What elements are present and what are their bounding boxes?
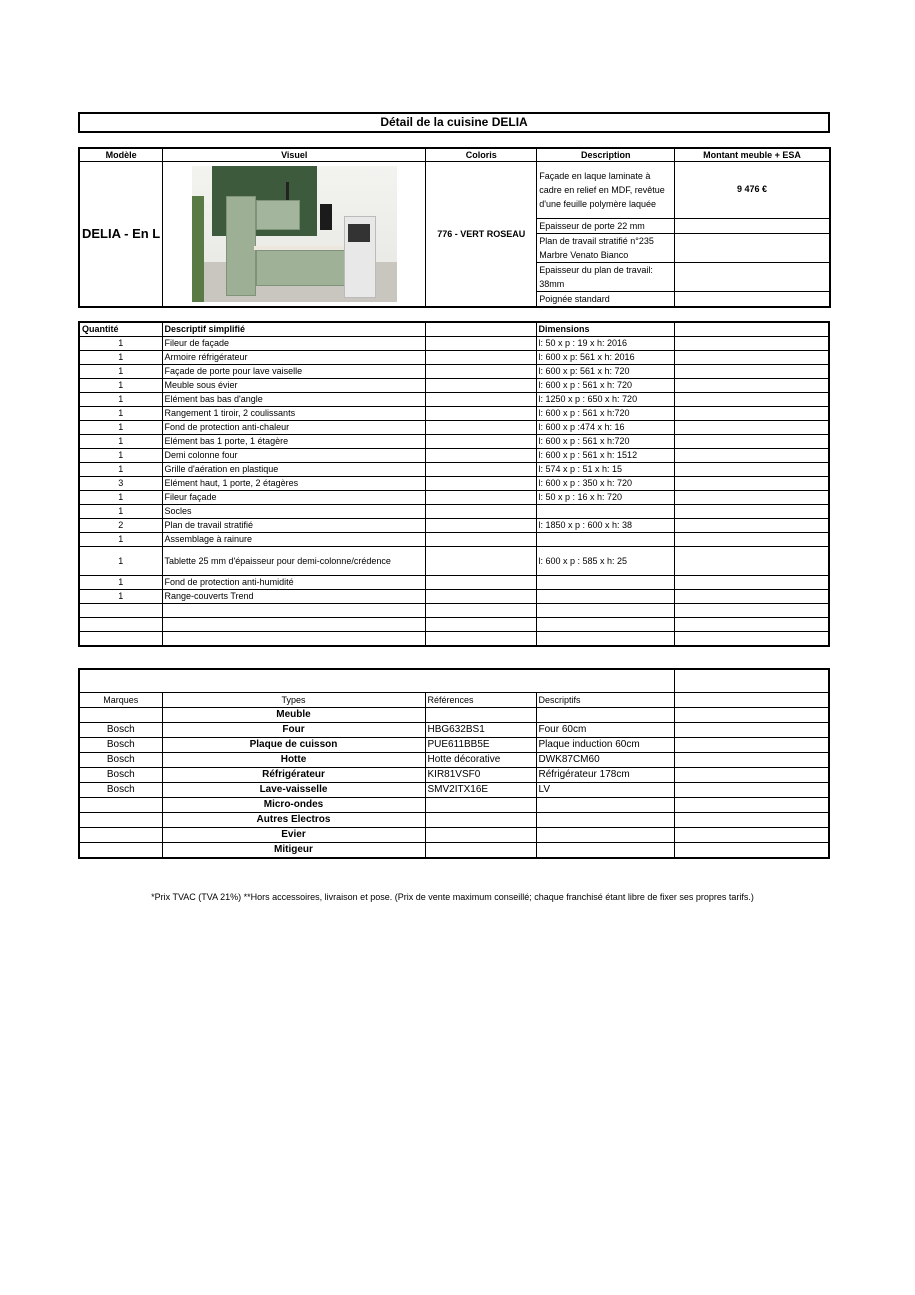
appliance-type: Lave-vaisselle	[162, 783, 425, 798]
appliance-type: Micro-ondes	[162, 798, 425, 813]
header-coloris: Coloris	[426, 148, 537, 162]
item-dim: l: 600 x p : 561 x h:720	[536, 435, 674, 449]
appliance-type: Réfrigérateur	[162, 768, 425, 783]
item-qty: 1	[79, 491, 162, 505]
table-row	[79, 379, 829, 393]
item-dim: l: 50 x p : 19 x h: 2016	[536, 337, 674, 351]
item-dim: l: 600 x p : 350 x h: 720	[536, 477, 674, 491]
item-desc: Rangement 1 tiroir, 2 coulissants	[162, 407, 425, 421]
item-qty: 2	[79, 519, 162, 533]
appliance-ref: SMV2ITX16E	[425, 783, 536, 798]
table-row	[79, 491, 829, 505]
header-modele: Modèle	[79, 148, 163, 162]
model-name: DELIA - En L	[79, 162, 163, 308]
table-row	[79, 590, 829, 604]
item-desc: Façade de porte pour lave vaiselle	[162, 365, 425, 379]
item-dim: l: 600 x p : 561 x h:720	[536, 407, 674, 421]
item-desc: Meuble sous évier	[162, 379, 425, 393]
item-qty: 1	[79, 590, 162, 604]
table-row	[79, 435, 829, 449]
appliance-type: Plaque de cuisson	[162, 738, 425, 753]
table-row	[79, 393, 829, 407]
appliance-type: Hotte	[162, 753, 425, 768]
description-door: Epaisseur de porte 22 mm	[537, 219, 675, 234]
table-row	[79, 547, 829, 576]
item-qty: 1	[79, 337, 162, 351]
appliance-desc	[536, 843, 674, 859]
table-row	[79, 576, 829, 590]
appliance-desc: LV	[536, 783, 674, 798]
table-row	[79, 505, 829, 519]
item-desc: Elément haut, 1 porte, 2 étagères	[162, 477, 425, 491]
items-table	[78, 321, 830, 647]
appliance-ref	[425, 708, 536, 723]
table-row	[79, 723, 829, 738]
appliance-ref	[425, 813, 536, 828]
item-desc: Fond de protection anti-humidité	[162, 576, 425, 590]
description-worktop-thickness: Epaisseur du plan de travail: 38mm	[537, 263, 675, 292]
item-dim	[536, 505, 674, 519]
item-qty: 3	[79, 477, 162, 491]
item-qty: 1	[79, 547, 162, 576]
appliance-ref	[425, 828, 536, 843]
item-desc: Plan de travail stratifié	[162, 519, 425, 533]
appliance-brand: Bosch	[79, 783, 162, 798]
item-dim	[536, 576, 674, 590]
header-description: Description	[537, 148, 675, 162]
item-qty: 1	[79, 576, 162, 590]
item-qty: 1	[79, 533, 162, 547]
table-row	[79, 753, 829, 768]
appliance-type: Evier	[162, 828, 425, 843]
item-dim	[536, 533, 674, 547]
appliance-brand: Bosch	[79, 723, 162, 738]
appliance-ref: HBG632BS1	[425, 723, 536, 738]
table-row	[79, 843, 829, 859]
table-row	[79, 463, 829, 477]
color-name: 776 - VERT ROSEAU	[426, 162, 537, 308]
table-row	[79, 519, 829, 533]
page-title: Détail de la cuisine DELIA	[78, 112, 830, 133]
item-dim: l: 600 x p: 561 x h: 720	[536, 365, 674, 379]
empty-row	[79, 604, 829, 618]
description-facade: Façade en laque laminate à cadre en relief en MDF, revêtue d'une feuille polymère laquée	[537, 162, 675, 219]
appliance-brand: Bosch	[79, 768, 162, 783]
item-dim: l: 600 x p :474 x h: 16	[536, 421, 674, 435]
table-row	[79, 783, 829, 798]
appliance-ref: KIR81VSF0	[425, 768, 536, 783]
footnote: *Prix TVAC (TVA 21%) **Hors accessoires, livraison et pose. (Prix de vente maximum conseillé; chaque franchisé étant libre de fixer ses propres tarifs.)	[151, 892, 754, 902]
appliance-type: Four	[162, 723, 425, 738]
appliance-desc: DWK87CM60	[536, 753, 674, 768]
item-desc: Assemblage à rainure	[162, 533, 425, 547]
appliance-brand	[79, 813, 162, 828]
item-qty: 1	[79, 407, 162, 421]
item-desc: Elément bas 1 porte, 1 étagère	[162, 435, 425, 449]
header-types: Types	[162, 693, 425, 708]
item-dim: l: 600 x p: 561 x h: 2016	[536, 351, 674, 365]
item-qty: 1	[79, 435, 162, 449]
item-qty: 1	[79, 463, 162, 477]
table-row	[79, 421, 829, 435]
appliance-brand	[79, 828, 162, 843]
header-descriptifs: Descriptifs	[536, 693, 674, 708]
table-row	[79, 828, 829, 843]
header-references: Références	[425, 693, 536, 708]
appliance-brand: Bosch	[79, 753, 162, 768]
item-dim	[536, 590, 674, 604]
appliance-brand	[79, 798, 162, 813]
table-row	[79, 407, 829, 421]
empty-row	[79, 618, 829, 632]
appliance-brand	[79, 843, 162, 859]
table-row	[79, 351, 829, 365]
item-qty: 1	[79, 421, 162, 435]
table-row	[79, 477, 829, 491]
item-qty: 1	[79, 505, 162, 519]
table-row	[79, 449, 829, 463]
table-row	[79, 337, 829, 351]
description-worktop: Plan de travail stratifié n°235 Marbre Venato Bianco	[537, 234, 675, 263]
appliances-table	[78, 668, 830, 859]
item-desc: Fileur façade	[162, 491, 425, 505]
appliance-type: Meuble	[162, 708, 425, 723]
appliance-desc	[536, 828, 674, 843]
item-desc: Fond de protection anti-chaleur	[162, 421, 425, 435]
appliance-desc: Réfrigérateur 178cm	[536, 768, 674, 783]
appliance-ref: Hotte décorative	[425, 753, 536, 768]
item-desc: Tablette 25 mm d'épaisseur pour demi-colonne/crédence	[162, 547, 425, 576]
item-dim: l: 600 x p : 561 x h: 1512	[536, 449, 674, 463]
appliance-desc	[536, 798, 674, 813]
appliance-ref	[425, 843, 536, 859]
table-row	[79, 738, 829, 753]
table-row	[79, 798, 829, 813]
item-qty: 1	[79, 379, 162, 393]
item-desc: Fileur de façade	[162, 337, 425, 351]
kitchen-image	[192, 166, 397, 302]
item-desc: Armoire réfrigérateur	[162, 351, 425, 365]
kitchen-visual	[163, 162, 426, 308]
appliance-ref	[425, 798, 536, 813]
item-dim: l: 574 x p : 51 x h: 15	[536, 463, 674, 477]
item-qty: 1	[79, 393, 162, 407]
item-dim: l: 50 x p : 16 x h: 720	[536, 491, 674, 505]
header-montant: Montant meuble + ESA	[675, 148, 830, 162]
item-desc: Demi colonne four	[162, 449, 425, 463]
item-dim: l: 600 x p : 585 x h: 25	[536, 547, 674, 576]
appliance-brand	[79, 708, 162, 723]
item-dim: l: 1850 x p : 600 x h: 38	[536, 519, 674, 533]
header-visuel: Visuel	[163, 148, 426, 162]
header-dimensions: Dimensions	[536, 322, 674, 337]
item-qty: 1	[79, 365, 162, 379]
appliance-desc	[536, 813, 674, 828]
appliance-brand: Bosch	[79, 738, 162, 753]
appliance-desc	[536, 708, 674, 723]
appliance-desc: Plaque induction 60cm	[536, 738, 674, 753]
table-row	[79, 365, 829, 379]
description-handle: Poignée standard	[537, 292, 675, 308]
appliance-ref: PUE611BB5E	[425, 738, 536, 753]
appliance-type: Mitigeur	[162, 843, 425, 859]
model-table	[78, 147, 831, 308]
header-descriptif: Descriptif simplifié	[162, 322, 425, 337]
price-value: 9 476 €	[675, 162, 830, 219]
item-dim: l: 600 x p : 561 x h: 720	[536, 379, 674, 393]
item-dim: l: 1250 x p : 650 x h: 720	[536, 393, 674, 407]
item-desc: Range-couverts Trend	[162, 590, 425, 604]
appliance-type: Autres Electros	[162, 813, 425, 828]
table-row	[79, 708, 829, 723]
table-row	[79, 768, 829, 783]
table-row	[79, 813, 829, 828]
item-qty: 1	[79, 449, 162, 463]
header-marques: Marques	[79, 693, 162, 708]
appliance-desc: Four 60cm	[536, 723, 674, 738]
item-desc: Grille d'aération en plastique	[162, 463, 425, 477]
item-qty: 1	[79, 351, 162, 365]
item-desc: Elément bas bas d'angle	[162, 393, 425, 407]
empty-row	[79, 632, 829, 647]
header-quantite: Quantité	[79, 322, 162, 337]
item-desc: Socles	[162, 505, 425, 519]
table-row	[79, 533, 829, 547]
